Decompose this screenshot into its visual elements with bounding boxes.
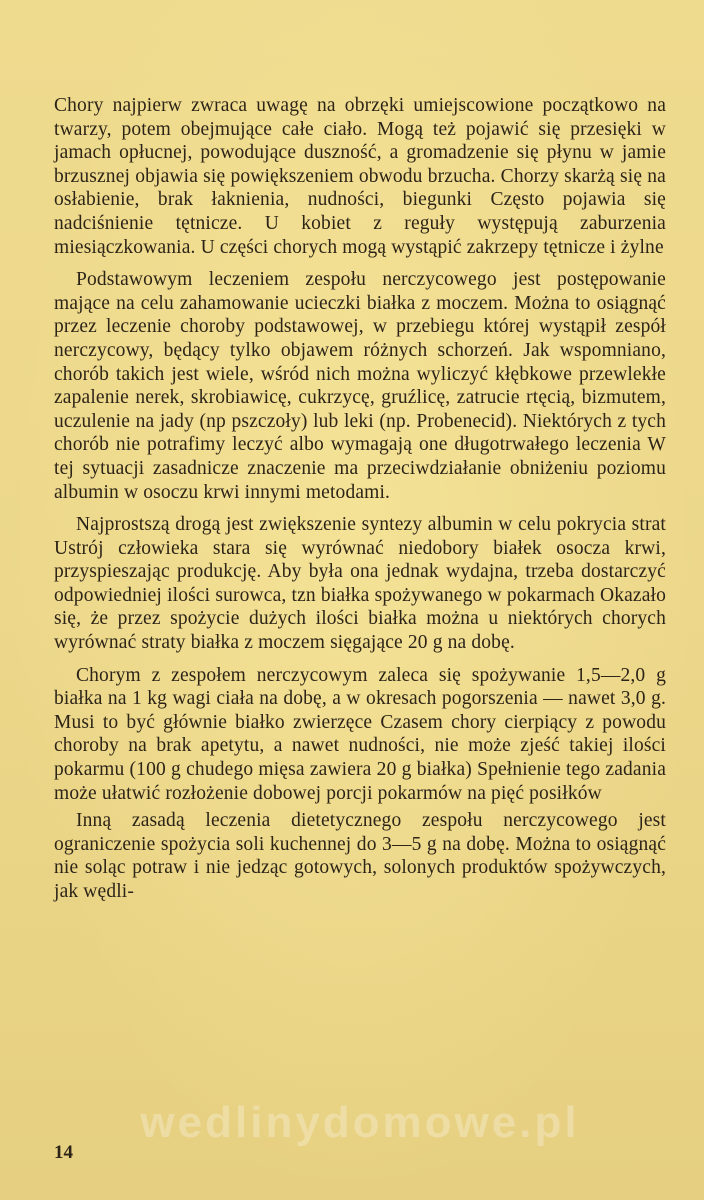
page-number: 14 <box>54 1142 73 1163</box>
paragraph-albumin-synthesis: Najprostszą drogą jest zwiększenie syntezy albumin w celu pokrycia strat Ustrój człowieka stara się wyrównać niedobory białek osocza krwi, przyspieszając produkcję. Aby była ona jednak wydajna, trzeba dostarczyć odpowiedniej ilości surowca, tzn białka spożywanego w pokarmach Okazało się, że przez spożycie dużych ilości białka można u niektórych chorych wyrównać straty białka z moczem sięgające 20 g na dobę. <box>54 514 666 654</box>
paragraph-protein-intake: Chorym z zespołem nerczycowym zaleca się spożywanie 1,5—2,0 g białka na 1 kg wagi ciała na dobę, a w okresach pogorszenia — nawet 3,0 g. Musi to być głównie białko zwierzęce Czasem chory cierpiący z powodu choroby na brak apetytu, a nawet nudności, nie może zjeść takiej ilości pokarmu (100 g chudego mięsa zawiera 20 g białka) Spełnienie tego zadania może ułatwić rozłożenie dobowej porcji pokarmów na pięć posiłków <box>54 664 666 804</box>
paragraph-symptoms: Chory najpierw zwraca uwagę na obrzęki umiejscowione początkowo na twarzy, potem obejmujące całe ciało. Mogą też pojawić się przesięki w jamach opłucnej, powodujące duszność, a gromadzenie się płynu w jamie brzusznej objawia się powiększeniem obwodu brzucha. Chorzy skarżą się na osłabienie, brak łaknienia, nudności, biegunki Często pojawia się nadciśnienie tętnicze. U kobiet z reguły występują zaburzenia miesiączkowania. U części chorych mogą wystąpić zakrzepy tętnicze i żylne <box>54 95 666 258</box>
page-text <box>54 94 666 913</box>
paragraph-basic-treatment: Podstawowym leczeniem zespołu nerczycowego jest postępowanie mające na celu zahamowanie ucieczki białka z moczem. Można to osiągnąć przez leczenie choroby podstawowej, w przebiegu której wystąpił zespół nerczycowy, będący tylko objawem różnych schorzeń. Jak wspomniano, chorób takich jest wiele, wśród nich można wyliczyć kłębkowe przewlekłe zapalenie nerek, skrobiawicę, cukrzycę, gruźlicę, zatrucie rtęcią, bizmutem, uczulenie na jady (np pszczoły) lub leki (np. Probenecid). Niektórych z tych chorób nie potrafimy leczyć albo wymagają one długotrwałego leczenia W tej sytuacji zasadnicze znaczenie ma przeciwdziałanie obniżeniu poziomu albumin w osoczu krwi innymi metodami. <box>54 269 666 503</box>
watermark: wedlinydomowe.pl <box>140 1098 580 1147</box>
paragraph-salt-restriction: Inną zasadą leczenia dietetycznego zespołu nerczycowego jest ograniczenie spożycia soli kuchennej do 3—5 g na dobę. Można to osiągnąć nie soląc potraw i nie jedząc gotowych, solonych produktów spożywczych, jak wędli- <box>54 810 666 902</box>
